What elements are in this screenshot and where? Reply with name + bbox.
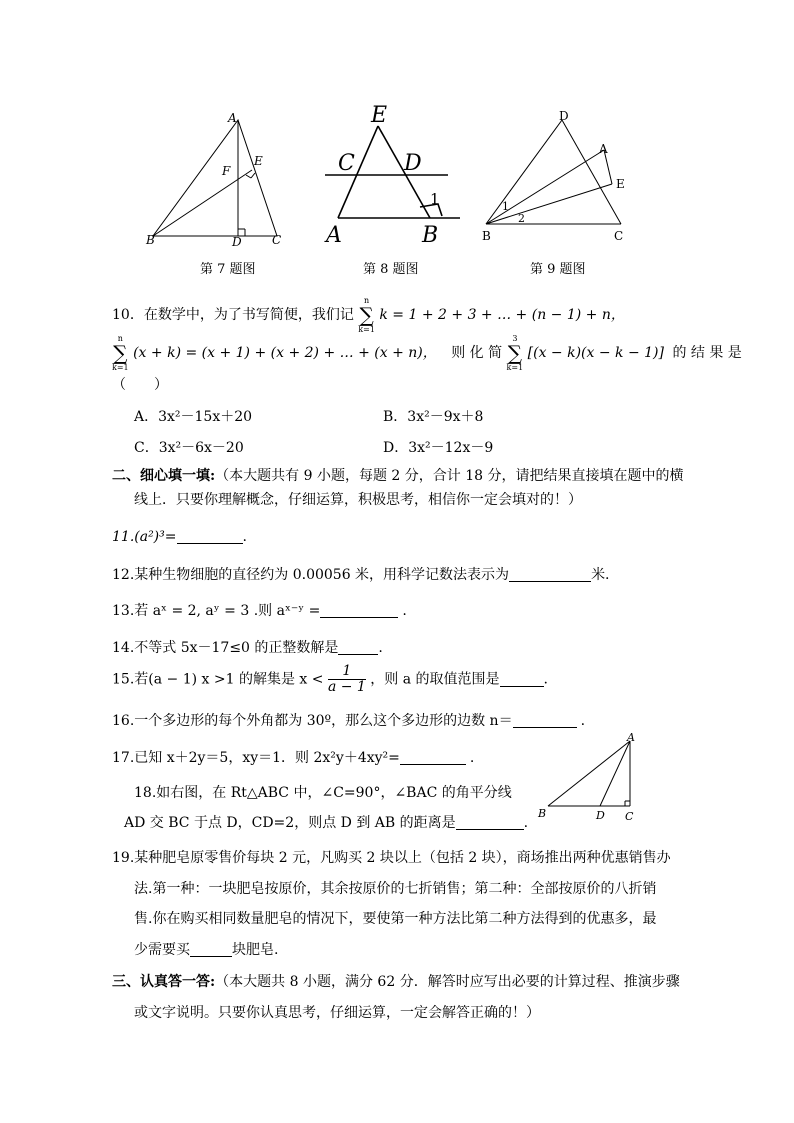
q10-definition-1: k = 1 + 2 + 3 + … + (n − 1) + n， [379,307,625,323]
q17 [112,747,474,767]
section-2-header [112,465,684,485]
q14-text: 14.不等式 5x－17≤0 的正整数解是 [112,640,339,656]
q15 [112,664,548,695]
q10-line1 [112,296,625,334]
label-A: A [326,223,342,248]
section-3-title: 三、认真答一答: [112,974,216,990]
figure-18 [534,731,644,823]
q14-answer-blank[interactable] [338,640,378,655]
figure-9-caption: 第 9 题图 [530,262,586,277]
q14 [112,637,383,657]
q17-text: 17.已知 x＋2y＝5，xy＝1．则 2x²y＋4xy²= [112,750,400,766]
fraction-numerator: 1 [328,664,366,680]
q13-answer-blank[interactable] [320,603,398,618]
q10-option-a: A．3x²－15x＋20 [134,409,253,425]
q18-end: . [523,815,529,831]
label-E: E [616,177,625,191]
label-B: B [146,233,155,247]
q10-expression: [(x − k)(x − k − 1)] [527,345,664,361]
label-C: C [625,810,634,823]
q13 [112,600,407,620]
q15-answer-blank[interactable] [500,672,544,687]
label-B: B [422,223,439,248]
q10-definition-2: (x + k) = (x + 1) + (x + 2) + … + (x + n)， [133,345,437,361]
label-A: A [599,142,608,156]
sum-symbol: n ∑ k=1 [358,296,375,334]
figure-8-caption: 第 8 题图 [363,262,419,277]
q19-line3: 售.你在购买相同数量肥皂的情况下，要使第一种方法比第二种方法得到的优惠多，最 [134,911,657,927]
label-D: D [596,809,605,822]
q10-ask: 则 化 简 [451,345,503,361]
label-A: A [627,731,635,744]
label-D: D [559,109,569,123]
sum-upper: n [117,334,123,343]
label-1: 1 [430,190,440,208]
q19-line1: 19.某种肥皂原零售价每块 2 元，凡购买 2 块以上（包括 2 块），商场推出两种优惠销售办 [112,850,671,866]
label-1: 1 [502,200,509,213]
q17-end: . [469,750,475,766]
label-C: C [614,229,624,243]
label-B: B [538,807,547,820]
q14-end: . [378,640,383,656]
label-E: E [254,154,263,168]
q12-answer-blank[interactable] [509,567,591,582]
sum-lower: k=1 [506,363,524,372]
label-D: D [232,235,242,249]
q13-end: . [402,603,407,619]
q10-paren: （ ） [112,377,168,393]
q16-end: . [580,713,586,729]
section-3-header [112,971,680,991]
q10-intro: 10．在数学中，为了书写简便，我们记 [112,307,354,323]
label-E: E [371,103,388,128]
figure-8 [320,100,470,248]
q10-option-b: B．3x²－9x＋8 [383,409,484,425]
sum-lower: k=1 [112,363,129,372]
section-2-desc-2: 线上．只要你理解概念，仔细运算，积极思考，相信你一定会填对的！） [134,492,582,508]
q10-option-d: D．3x²－12x－9 [383,440,494,456]
label-D: D [404,151,422,176]
q18-line1: 18.如右图，在 Rt△ABC 中，∠C=90°，∠BAC 的角平分线 [134,785,512,801]
q19-line4 [134,939,278,959]
fraction-denominator: a − 1 [327,679,366,695]
sum-upper: n [364,296,370,305]
q16-text: 16.一个多边形的每个外角都为 30º，那么这个多边形的边数 n＝ [112,713,513,729]
q12-text: 12.某种生物细胞的直径约为 0.00056 米，用科学记数法表示为 [112,567,510,583]
label-F: F [222,164,231,178]
section-2-desc-1: （本大题共有 9 小题，每题 2 分，合计 18 分，请把结果直接填在题中的横 [215,468,684,484]
q19-text-2: 块肥皂. [232,942,279,958]
sum-upper: 3 [512,334,518,343]
q10-option-c: C．3x²－6x－20 [134,440,244,456]
sum-symbol: n ∑ k=1 [112,334,129,372]
q18-line2 [124,812,528,832]
q15-end: . [543,671,548,688]
label-C: C [338,151,355,176]
figure-9 [478,106,638,250]
q15-fraction [328,664,366,695]
q10-line2 [112,334,742,372]
q19-answer-blank[interactable] [190,942,232,957]
q16-answer-blank[interactable] [513,713,577,728]
q15-text-2: ，则 a 的取值范围是 [370,671,500,688]
q12 [112,564,610,584]
section-2-title: 二、细心填一填: [112,468,216,484]
figure-7-caption: 第 7 题图 [200,262,256,277]
section-3-desc-2: 或文字说明。只要你认真思考，仔细运算，一定会解答正确的！） [134,1005,540,1021]
q19-line2: 法.第一种：一块肥皂按原价，其余按原价的七折销售；第二种：全部按原价的八折销 [134,881,657,897]
q11-answer-blank[interactable] [177,529,243,544]
q11 [112,529,247,545]
sum-symbol: 3 ∑ k=1 [506,334,524,372]
label-B: B [482,229,491,243]
q19-text: 少需要买 [134,942,190,958]
label-A: A [228,111,237,125]
q11-end: . [242,529,247,545]
q17-answer-blank[interactable] [400,750,466,765]
q18-text: AD 交 BC 于点 D，CD=2，则点 D 到 AB 的距离是 [124,815,456,831]
label-C: C [272,233,282,247]
q18-answer-blank[interactable] [456,815,524,830]
q16 [112,710,585,730]
section-3-desc-1: （本大题共 8 小题，满分 62 分．解答时应写出必要的计算过程、推演步骤 [215,974,680,990]
q10-tail: 的 结 果 是 [672,345,742,361]
figure-7 [140,108,300,250]
q13-text: 13.若 aˣ = 2, aʸ = 3 .则 aˣ⁻ʸ = [112,603,321,619]
sum-lower: k=1 [358,325,375,334]
q12-end: 米. [591,567,610,583]
q15-text: 15.若(a − 1) x >1 的解集是 x < [112,671,324,688]
label-2: 2 [518,212,525,225]
q11-text: 11.(a²)³= [112,529,177,545]
